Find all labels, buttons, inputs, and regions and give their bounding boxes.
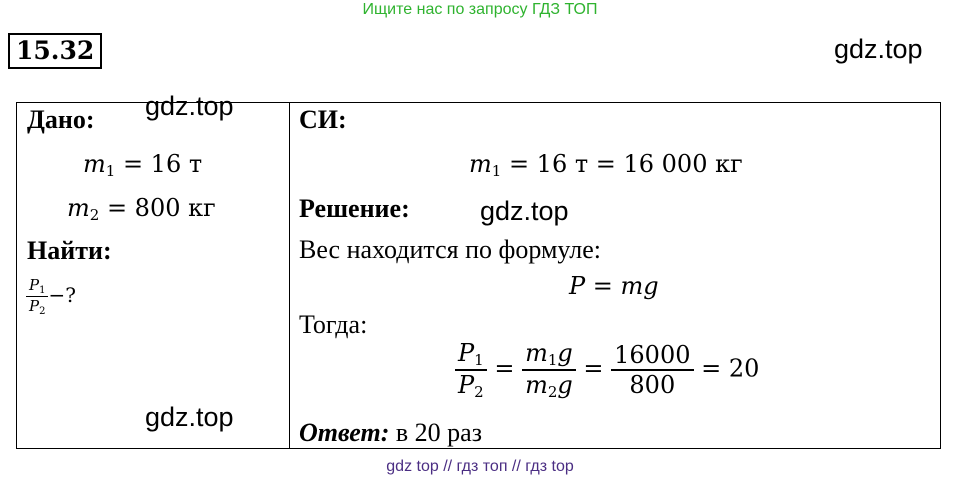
fraction-m1g-m2g: $\frac{m_1g}{m_2g}$ <box>522 339 576 401</box>
given-m1: $m_1 = 16$ т <box>83 150 203 180</box>
fraction-16000-800: $\frac{16000}{800}$ <box>611 341 693 399</box>
top-banner: Ищите нас по запросу ГДЗ ТОП <box>362 1 598 18</box>
find-expression: $\frac{P_1}{P_2}$ −? <box>26 276 76 317</box>
watermark: gdz.top <box>145 402 234 432</box>
watermark: gdz.top <box>834 34 923 64</box>
find-fraction: $\frac{P_1}{P_2}$ <box>26 276 48 317</box>
problem-number: 15.32 <box>8 33 102 69</box>
answer-line <box>299 418 482 448</box>
si-conversion: $m_1 = 16$ т = 16 000 кг <box>469 150 743 180</box>
footer-links: gdz top // гдз топ // гдз top <box>386 458 574 475</box>
fraction-p1-p2: $\frac{P_1}{P_2}$ <box>455 339 487 401</box>
answer-text: в 20 раз <box>389 418 482 447</box>
solution-heading: Решение: <box>299 194 410 223</box>
answer-label: Ответ: <box>299 418 390 447</box>
weight-formula: P = mg <box>569 272 659 300</box>
given-heading: Дано: <box>27 105 95 134</box>
given-m2: $m_2 = 800$ кг <box>67 194 216 224</box>
si-heading: СИ: <box>299 105 347 134</box>
ratio-equation: $\frac{P_1}{P_2}$ = $\frac{m_1g}{m_2g}$ = $\frac{16000}{800}$ = 20 <box>455 339 759 401</box>
find-heading: Найти: <box>27 236 112 265</box>
solution-line-then: Тогда: <box>299 310 368 339</box>
watermark: gdz.top <box>145 91 234 121</box>
watermark: gdz.top <box>480 196 569 226</box>
column-divider <box>289 102 290 449</box>
solution-line-formula-intro: Вес находится по формуле: <box>299 235 602 264</box>
